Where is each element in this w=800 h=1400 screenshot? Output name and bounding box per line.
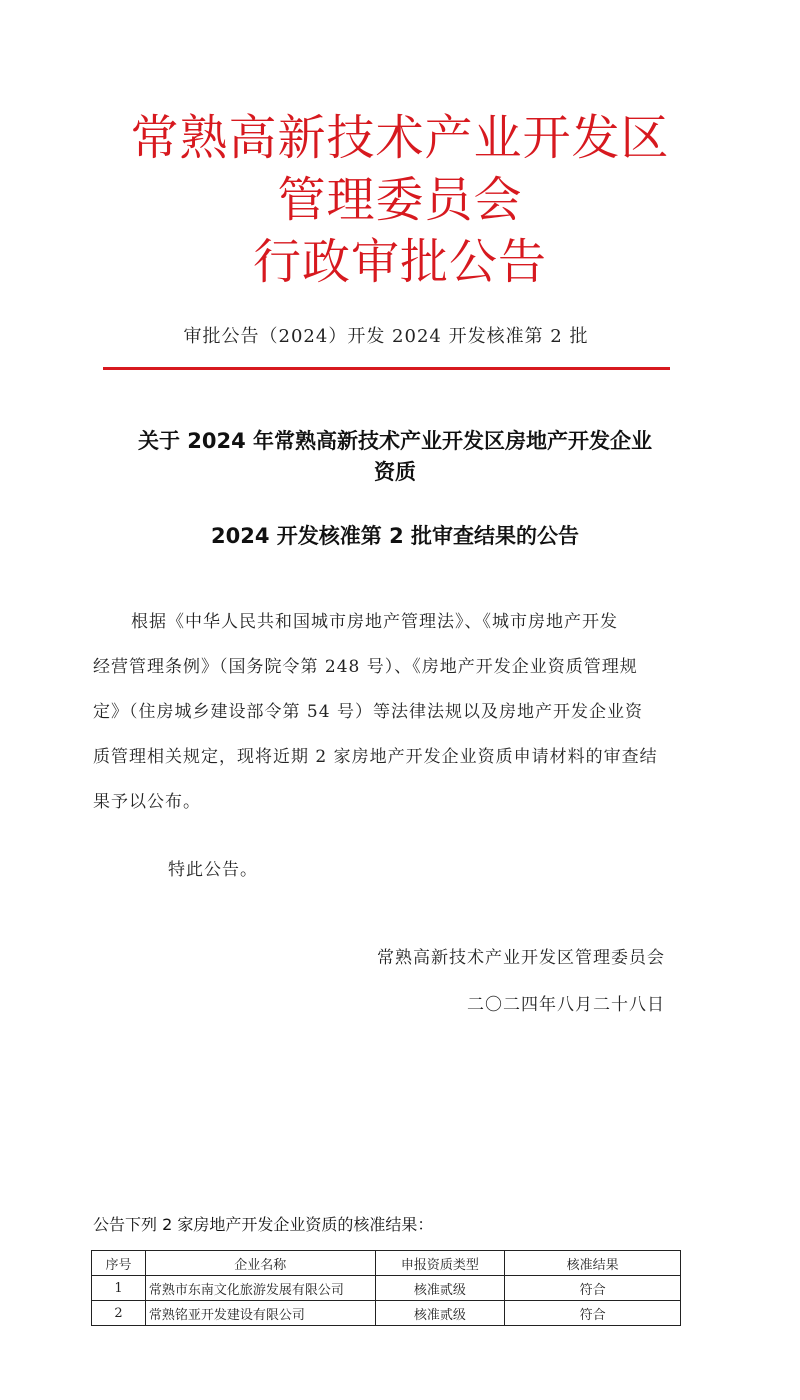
paragraph-line: 经营管理条例》（国务院令第 248 号）、《房地产开发企业资质管理规 — [93, 657, 638, 677]
table-row — [92, 1301, 681, 1326]
cell-result: 符合 — [505, 1276, 681, 1301]
body-paragraph — [93, 600, 693, 825]
table-caption: 公告下列 2 家房地产开发企业资质的核准结果： — [93, 1215, 434, 1234]
header-qualification: 申报资质类型 — [375, 1251, 505, 1276]
red-divider — [103, 367, 670, 370]
document-number: 审批公告（2024）开发 2024 开发核准第 2 批 — [183, 326, 589, 347]
cell-company: 常熟市东南文化旅游发展有限公司 — [145, 1276, 375, 1301]
header-result: 核准结果 — [505, 1251, 681, 1276]
cell-result: 符合 — [505, 1301, 681, 1326]
issuer-title-line-1: 常熟高新技术产业开发区 — [130, 110, 670, 166]
cell-qualification: 核准贰级 — [375, 1301, 505, 1326]
paragraph-line: 根据《中华人民共和国城市房地产管理法》、《城市房地产开发 — [131, 612, 618, 632]
paragraph-line: 质管理相关规定，现将近期 2 家房地产开发企业资质申请材料的审查结 — [93, 747, 658, 767]
paragraph-line: 果予以公布。 — [93, 792, 201, 812]
headline-line-1: 关于 2024 年常熟高新技术产业开发区房地产开发企业 — [137, 429, 653, 453]
table-row — [92, 1276, 681, 1301]
signature-date: 二〇二四年八月二十八日 — [467, 995, 665, 1015]
paragraph-line: 定》（住房城乡建设部令第 54 号）等法律法规以及房地产开发企业资 — [93, 702, 643, 722]
cell-index: 1 — [92, 1276, 146, 1301]
issuer-title-line-2: 管理委员会 — [277, 172, 523, 228]
results-table — [91, 1250, 681, 1326]
issuer-title-line-3: 行政审批公告 — [252, 234, 547, 290]
headline-line-3: 2024 开发核准第 2 批审查结果的公告 — [211, 524, 579, 548]
table-header-row — [92, 1251, 681, 1276]
headline-line-2: 资质 — [374, 460, 416, 484]
closing-phrase: 特此公告。 — [168, 860, 258, 880]
header-index: 序号 — [92, 1251, 146, 1276]
cell-index: 2 — [92, 1301, 146, 1326]
header-company: 企业名称 — [145, 1251, 375, 1276]
cell-qualification: 核准贰级 — [375, 1276, 505, 1301]
signature-organization: 常熟高新技术产业开发区管理委员会 — [377, 948, 665, 968]
cell-company: 常熟铭亚开发建设有限公司 — [145, 1301, 375, 1326]
